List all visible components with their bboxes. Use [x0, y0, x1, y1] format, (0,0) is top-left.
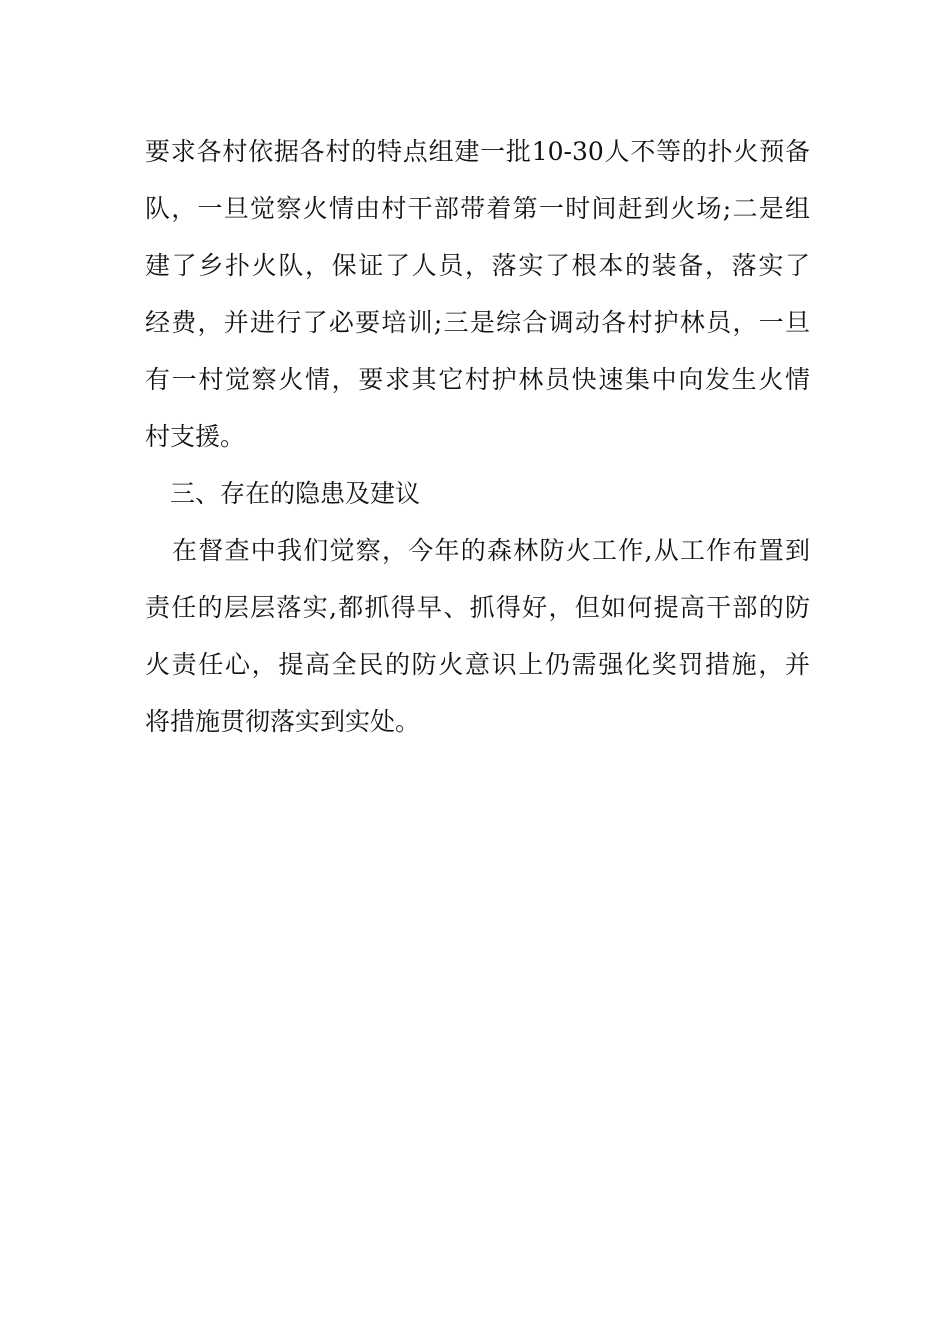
paragraph-line: 将措施贯彻落实到实处。 [145, 707, 421, 736]
paragraph-line: 队，一旦觉察火情由村干部带着第一时间赶到火场;二是组 [145, 194, 810, 223]
paragraph-line: 要求各村依据各村的特点组建一批10-30人不等的扑火预备 [145, 137, 810, 166]
paragraph-line: 火责任心，提高全民的防火意识上仍需强化奖罚措施，并 [145, 650, 810, 679]
paragraph-line: 在督查中我们觉察，今年的森林防火工作,从工作布置到 [172, 536, 810, 565]
paragraph-line: 经费，并进行了必要培训;三是综合调动各村护林员，一旦 [145, 308, 810, 337]
paragraph-line: 村支援。 [145, 422, 246, 451]
paragraph-line: 建了乡扑火队，保证了人员，落实了根本的装备，落实了 [145, 251, 810, 280]
paragraph-line: 有一村觉察火情，要求其它村护林员快速集中向发生火情 [145, 365, 810, 394]
section-heading: 三、存在的隐患及建议 [170, 479, 421, 508]
paragraph-line: 责任的层层落实,都抓得早、抓得好，但如何提高干部的防 [145, 593, 810, 622]
